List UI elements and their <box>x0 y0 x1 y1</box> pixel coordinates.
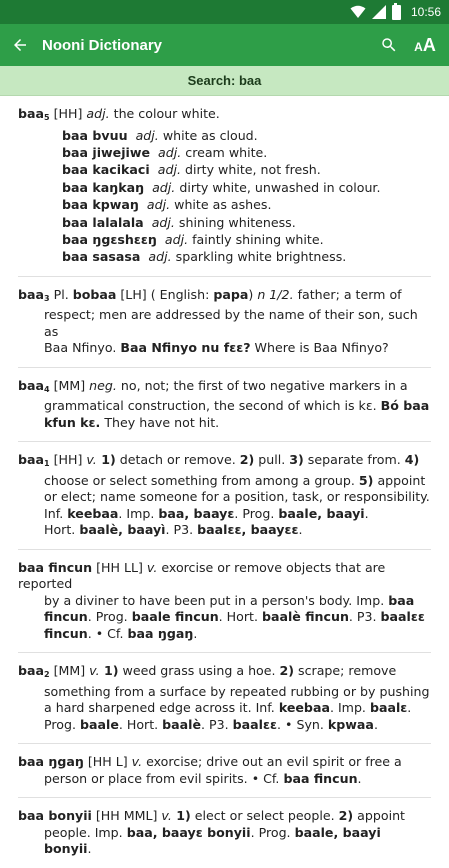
entry-headword: baa$_1$ <box>18 452 50 469</box>
entry-headword: baa$_5$ <box>18 106 50 122</box>
entry-baa-5[interactable]: baa$_5$ [HH] adj. the colour white. baa bvuu adj. white as cloud. baa jiwejiwe adj. cream white. baa kacikaci adj. dirty white, not fresh. baa kaŋkaŋ adj. dirty white, unwashed in colour. baa kpwaŋ adj. white as ashes. baa lalalala adj. shining whiteness. baa ŋgɛshɛɛŋ adj. faintly shining white. baa sasasa adj. sparkling white brightness. <box>18 96 431 277</box>
app-title: Nooni Dictionary <box>42 36 163 54</box>
subentry: baa sasasa adj. sparkling white brightness. <box>62 249 347 265</box>
entry-headword: baa$_2$ <box>18 663 50 680</box>
entry-headword: baa bonyii <box>18 808 92 824</box>
entry-headword: baa fincun <box>18 559 93 575</box>
subentry: baa kpwaŋ adj. white as ashes. <box>62 197 272 213</box>
subentry: baa jiwejiwe adj. cream white. <box>62 144 268 160</box>
search-icon <box>380 36 398 54</box>
entry-headword: baa$_3$ <box>18 286 50 303</box>
status-time: 10:56 <box>410 5 441 19</box>
wifi-icon <box>350 5 366 19</box>
subentry: baa bvuu adj. white as cloud. <box>62 127 258 143</box>
entry-headword: baa ŋgaŋ <box>18 754 84 770</box>
entry-baa-1[interactable]: baa$_1$ [HH] v. 1) detach or remove. 2) pull. 3) separate from. 4) choose or select something from among a group. 5) appoint or elect; name someone for a position, task, or responsibility. Inf. keebaa. Imp. baa, baayɛ. Prog. baale, baayi. Hort. baalè, baayì. P3. baalɛɛ, baayɛɛ. <box>18 442 431 550</box>
subentry: baa ŋgɛshɛɛŋ adj. faintly shining white. <box>62 231 324 247</box>
entry-baa-2[interactable]: baa$_2$ [MM] v. 1) weed grass using a hoe. 2) scrape; remove something from a surface by repeated rubbing or by pushing a hard sharpened edge across it. Inf. keebaa. Imp. baalɛ. Prog. baale. Hort. baalè. P3. baalɛɛ. • Syn. kpwaa. <box>18 653 431 744</box>
font-size-icon <box>414 35 436 56</box>
back-button[interactable] <box>0 24 40 66</box>
entry-baa-fincun[interactable]: baa fincun [HH LL] v. exorcise or remove objects that are reported by a diviner to have been put in a person's body. Imp. baa fincun. Prog. baale fincun. Hort. baalè fincun. P3. baalɛɛ fincun. • Cf. baa ŋgaŋ. <box>18 550 431 654</box>
results-list[interactable] <box>0 96 449 857</box>
subentry: baa kacikaci adj. dirty white, not fresh. <box>62 162 321 178</box>
entry-headword: baa$_4$ <box>18 377 50 394</box>
font-size-button[interactable] <box>407 24 443 66</box>
font-icon-big: A <box>422 34 436 55</box>
entry-baa-bonyii[interactable]: baa bonyii [HH MML] v. 1) elect or select people. 2) appoint people. Imp. baa, baayɛ bonyii. Prog. baale, baayi bonyii. <box>18 808 405 857</box>
subentry: baa lalalala adj. shining whiteness. <box>62 214 296 230</box>
arrow-back-icon <box>11 36 29 54</box>
battery-icon <box>392 5 401 20</box>
font-icon-small: A <box>414 39 423 54</box>
search-button[interactable] <box>371 24 407 66</box>
subentry: baa kaŋkaŋ adj. dirty white, unwashed in colour. <box>62 179 381 195</box>
status-bar <box>0 0 449 24</box>
entry-baa-4[interactable]: baa$_4$ [MM] neg. no, not; the first of two negative markers in a grammatical construction, the second of which is kɛ. Bó baa kfun kɛ. They have not hit. <box>18 368 431 443</box>
entry-baa-ngang[interactable]: baa ŋgaŋ [HH L] v. exorcise; drive out an evil spirit or free a person or place from evil spirits. • Cf. baa fincun. <box>18 744 431 798</box>
app-bar <box>0 24 449 66</box>
search-banner: Search: baa <box>0 66 449 96</box>
entry-baa-3[interactable]: baa$_3$ Pl. bobaa [LH] ( English: papa) n 1/2. father; a term of respect; men are addressed by the name of their son, such as Baa Nfinyo. Baa Nfinyo nu fɛɛ? Where is Baa Nfinyo? <box>18 277 431 368</box>
signal-icon <box>372 5 386 19</box>
